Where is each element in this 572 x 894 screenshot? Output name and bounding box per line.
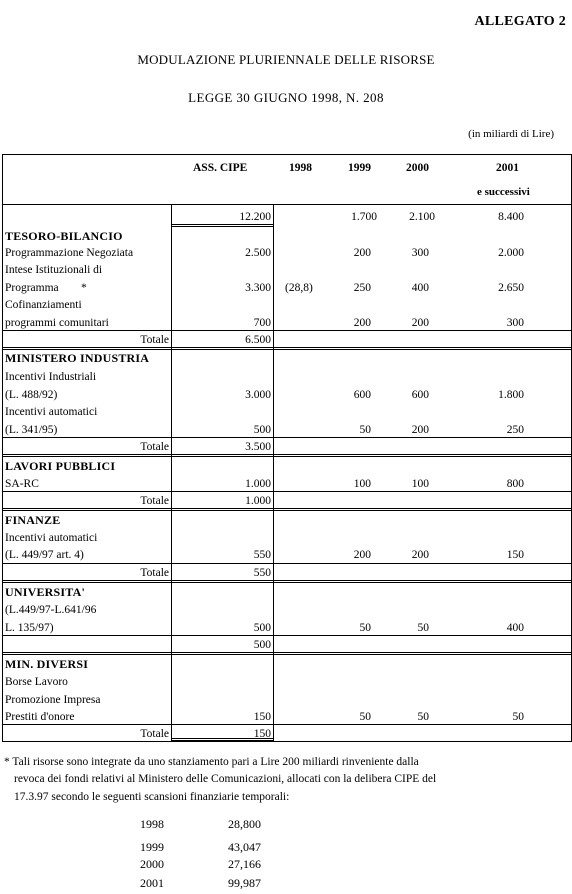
row-label: programmi comunitari bbox=[5, 317, 109, 329]
value-ass: 150 bbox=[253, 711, 271, 723]
value-1998: (28,8) bbox=[285, 282, 313, 294]
header-divider bbox=[3, 204, 571, 205]
section-divider bbox=[3, 652, 571, 655]
value-2001: 250 bbox=[506, 424, 524, 436]
row-divider bbox=[3, 724, 571, 725]
value-ass: 700 bbox=[253, 317, 271, 329]
value-ass: 500 bbox=[253, 622, 271, 634]
value-1999: 200 bbox=[353, 247, 371, 259]
total-label: Totale bbox=[140, 441, 169, 453]
section-divider bbox=[3, 347, 571, 350]
section-divider bbox=[3, 580, 571, 583]
section-title-universita: UNIVERSITA' bbox=[5, 585, 85, 599]
value-1999: 200 bbox=[353, 317, 371, 329]
value-1999: 50 bbox=[359, 711, 371, 723]
section-title-finanze: FINANZE bbox=[5, 513, 61, 527]
row-label: Incentivi automatici bbox=[5, 406, 98, 418]
resources-table bbox=[2, 154, 572, 742]
value-2000: 200 bbox=[411, 317, 429, 329]
total-label: Totale bbox=[140, 728, 169, 740]
value-2000: 100 bbox=[411, 478, 429, 490]
value-ass: 2.500 bbox=[245, 247, 271, 259]
total-label: Totale bbox=[140, 334, 169, 346]
footnote-amount: 28,800 bbox=[228, 817, 261, 831]
row-divider bbox=[3, 491, 571, 492]
row-label: L. 135/97) bbox=[5, 622, 54, 634]
allegato-label: ALLEGATO 2 bbox=[474, 14, 566, 29]
row-divider bbox=[3, 563, 571, 564]
section-total: 500 bbox=[253, 639, 271, 651]
col-header-2000: 2000 bbox=[406, 162, 429, 174]
row-divider bbox=[3, 437, 571, 438]
row-label: Incentivi Industriali bbox=[5, 371, 97, 383]
value-1999: 100 bbox=[353, 478, 371, 490]
footnote-year: 1998 bbox=[140, 817, 164, 831]
document-title: MODULAZIONE PLURIENNALE DELLE RISORSE bbox=[137, 52, 435, 67]
value-2001: 300 bbox=[506, 317, 524, 329]
total-label: Totale bbox=[140, 495, 169, 507]
section-divider bbox=[3, 454, 571, 457]
value-2001: 150 bbox=[506, 549, 524, 561]
value-2000: 300 bbox=[411, 247, 429, 259]
row-label: SA-RC bbox=[5, 478, 39, 490]
law-reference: LEGGE 30 GIUGNO 1998, N. 208 bbox=[188, 90, 384, 105]
section-total: 1.000 bbox=[245, 495, 271, 507]
section-title-industria: MINISTERO INDUSTRIA bbox=[5, 351, 150, 365]
unit-note: (in miliardi di Lire) bbox=[468, 128, 554, 140]
value-2001: 800 bbox=[506, 478, 524, 490]
footnote-amount: 99,987 bbox=[228, 876, 261, 890]
value-1999: 250 bbox=[353, 282, 371, 294]
footnote-amount: 43,047 bbox=[228, 840, 261, 854]
col-header-2001-sub: e successivi bbox=[477, 186, 530, 198]
section-divider bbox=[3, 508, 571, 511]
col-header-1999: 1999 bbox=[348, 162, 371, 174]
value-ass: 1.000 bbox=[245, 478, 271, 490]
value-1999: 600 bbox=[353, 389, 371, 401]
row-divider bbox=[3, 635, 571, 636]
value-ass: 3.300 bbox=[245, 282, 271, 294]
column-divider bbox=[273, 205, 274, 741]
value-2001: 1.800 bbox=[498, 389, 524, 401]
value-1999: 200 bbox=[353, 549, 371, 561]
value-ass: 3.000 bbox=[245, 389, 271, 401]
value-2001: 2.000 bbox=[498, 247, 524, 259]
value-2000: 200 bbox=[411, 424, 429, 436]
section-title-lavori: LAVORI PUBBLICI bbox=[5, 459, 116, 473]
grand-total-2001: 8.400 bbox=[498, 211, 524, 223]
column-divider bbox=[171, 205, 172, 741]
value-2000: 600 bbox=[411, 389, 429, 401]
grand-total-ass: 12.200 bbox=[239, 211, 271, 223]
section-title-diversi: MIN. DIVERSI bbox=[5, 657, 89, 671]
row-label: Incentivi automatici bbox=[5, 532, 98, 544]
row-label: Borse Lavoro bbox=[5, 676, 68, 688]
row-label: Intese Istituzionali di bbox=[5, 264, 103, 276]
value-1999: 50 bbox=[359, 622, 371, 634]
value-ass: 550 bbox=[253, 549, 271, 561]
double-rule bbox=[171, 738, 273, 741]
row-label: (L. 449/97 art. 4) bbox=[5, 549, 84, 561]
section-total: 3.500 bbox=[245, 441, 271, 453]
footnote-year: 2001 bbox=[140, 876, 164, 890]
footnote-line: revoca dei fondi relativi al Ministero delle Comunicazioni, allocati con la delibera CIPE del bbox=[14, 773, 437, 785]
double-rule bbox=[171, 224, 273, 227]
value-1999: 50 bbox=[359, 424, 371, 436]
col-header-2001: 2001 bbox=[496, 162, 519, 174]
value-2001: 400 bbox=[506, 622, 524, 634]
value-2000: 50 bbox=[417, 622, 429, 634]
value-ass: 500 bbox=[253, 424, 271, 436]
total-label: Totale bbox=[140, 567, 169, 579]
value-2000: 400 bbox=[411, 282, 429, 294]
value-2000: 200 bbox=[411, 549, 429, 561]
row-label: (L. 341/95) bbox=[5, 424, 58, 436]
row-label: Promozione Impresa bbox=[5, 694, 101, 706]
footnote-line: 17.3.97 secondo le seguenti scansioni finanziarie temporali: bbox=[14, 791, 290, 803]
footnote-year: 1999 bbox=[140, 840, 164, 854]
grand-total-1999: 1.700 bbox=[351, 211, 377, 223]
footnote-line: * Tali risorse sono integrate da uno stanziamento pari a Lire 200 miliardi rinveniente dalla bbox=[4, 756, 419, 768]
section-total: 6.500 bbox=[245, 334, 271, 346]
row-label: (L.449/97-L.641/96 bbox=[5, 604, 97, 616]
value-2000: 50 bbox=[417, 711, 429, 723]
footnote-year: 2000 bbox=[140, 857, 164, 871]
section-total: 550 bbox=[253, 567, 271, 579]
row-label: Prestiti d'onore bbox=[5, 711, 75, 723]
section-title-tesoro: TESORO-BILANCIO bbox=[5, 229, 123, 243]
footnote-amount: 27,166 bbox=[228, 857, 261, 871]
row-label: Programma bbox=[5, 282, 59, 294]
grand-total-2000: 2.100 bbox=[409, 211, 435, 223]
section-total: 150 bbox=[253, 728, 271, 740]
col-header-1998: 1998 bbox=[289, 162, 312, 174]
value-2001: 50 bbox=[512, 711, 524, 723]
row-divider bbox=[3, 330, 571, 331]
col-header-ass-cipe: ASS. CIPE bbox=[193, 162, 248, 174]
value-2001: 2.650 bbox=[498, 282, 524, 294]
row-label: (L. 488/92) bbox=[5, 389, 58, 401]
row-label: Programmazione Negoziata bbox=[5, 247, 134, 259]
footnote-marker: * bbox=[81, 282, 87, 294]
row-label: Cofinanziamenti bbox=[5, 299, 82, 311]
